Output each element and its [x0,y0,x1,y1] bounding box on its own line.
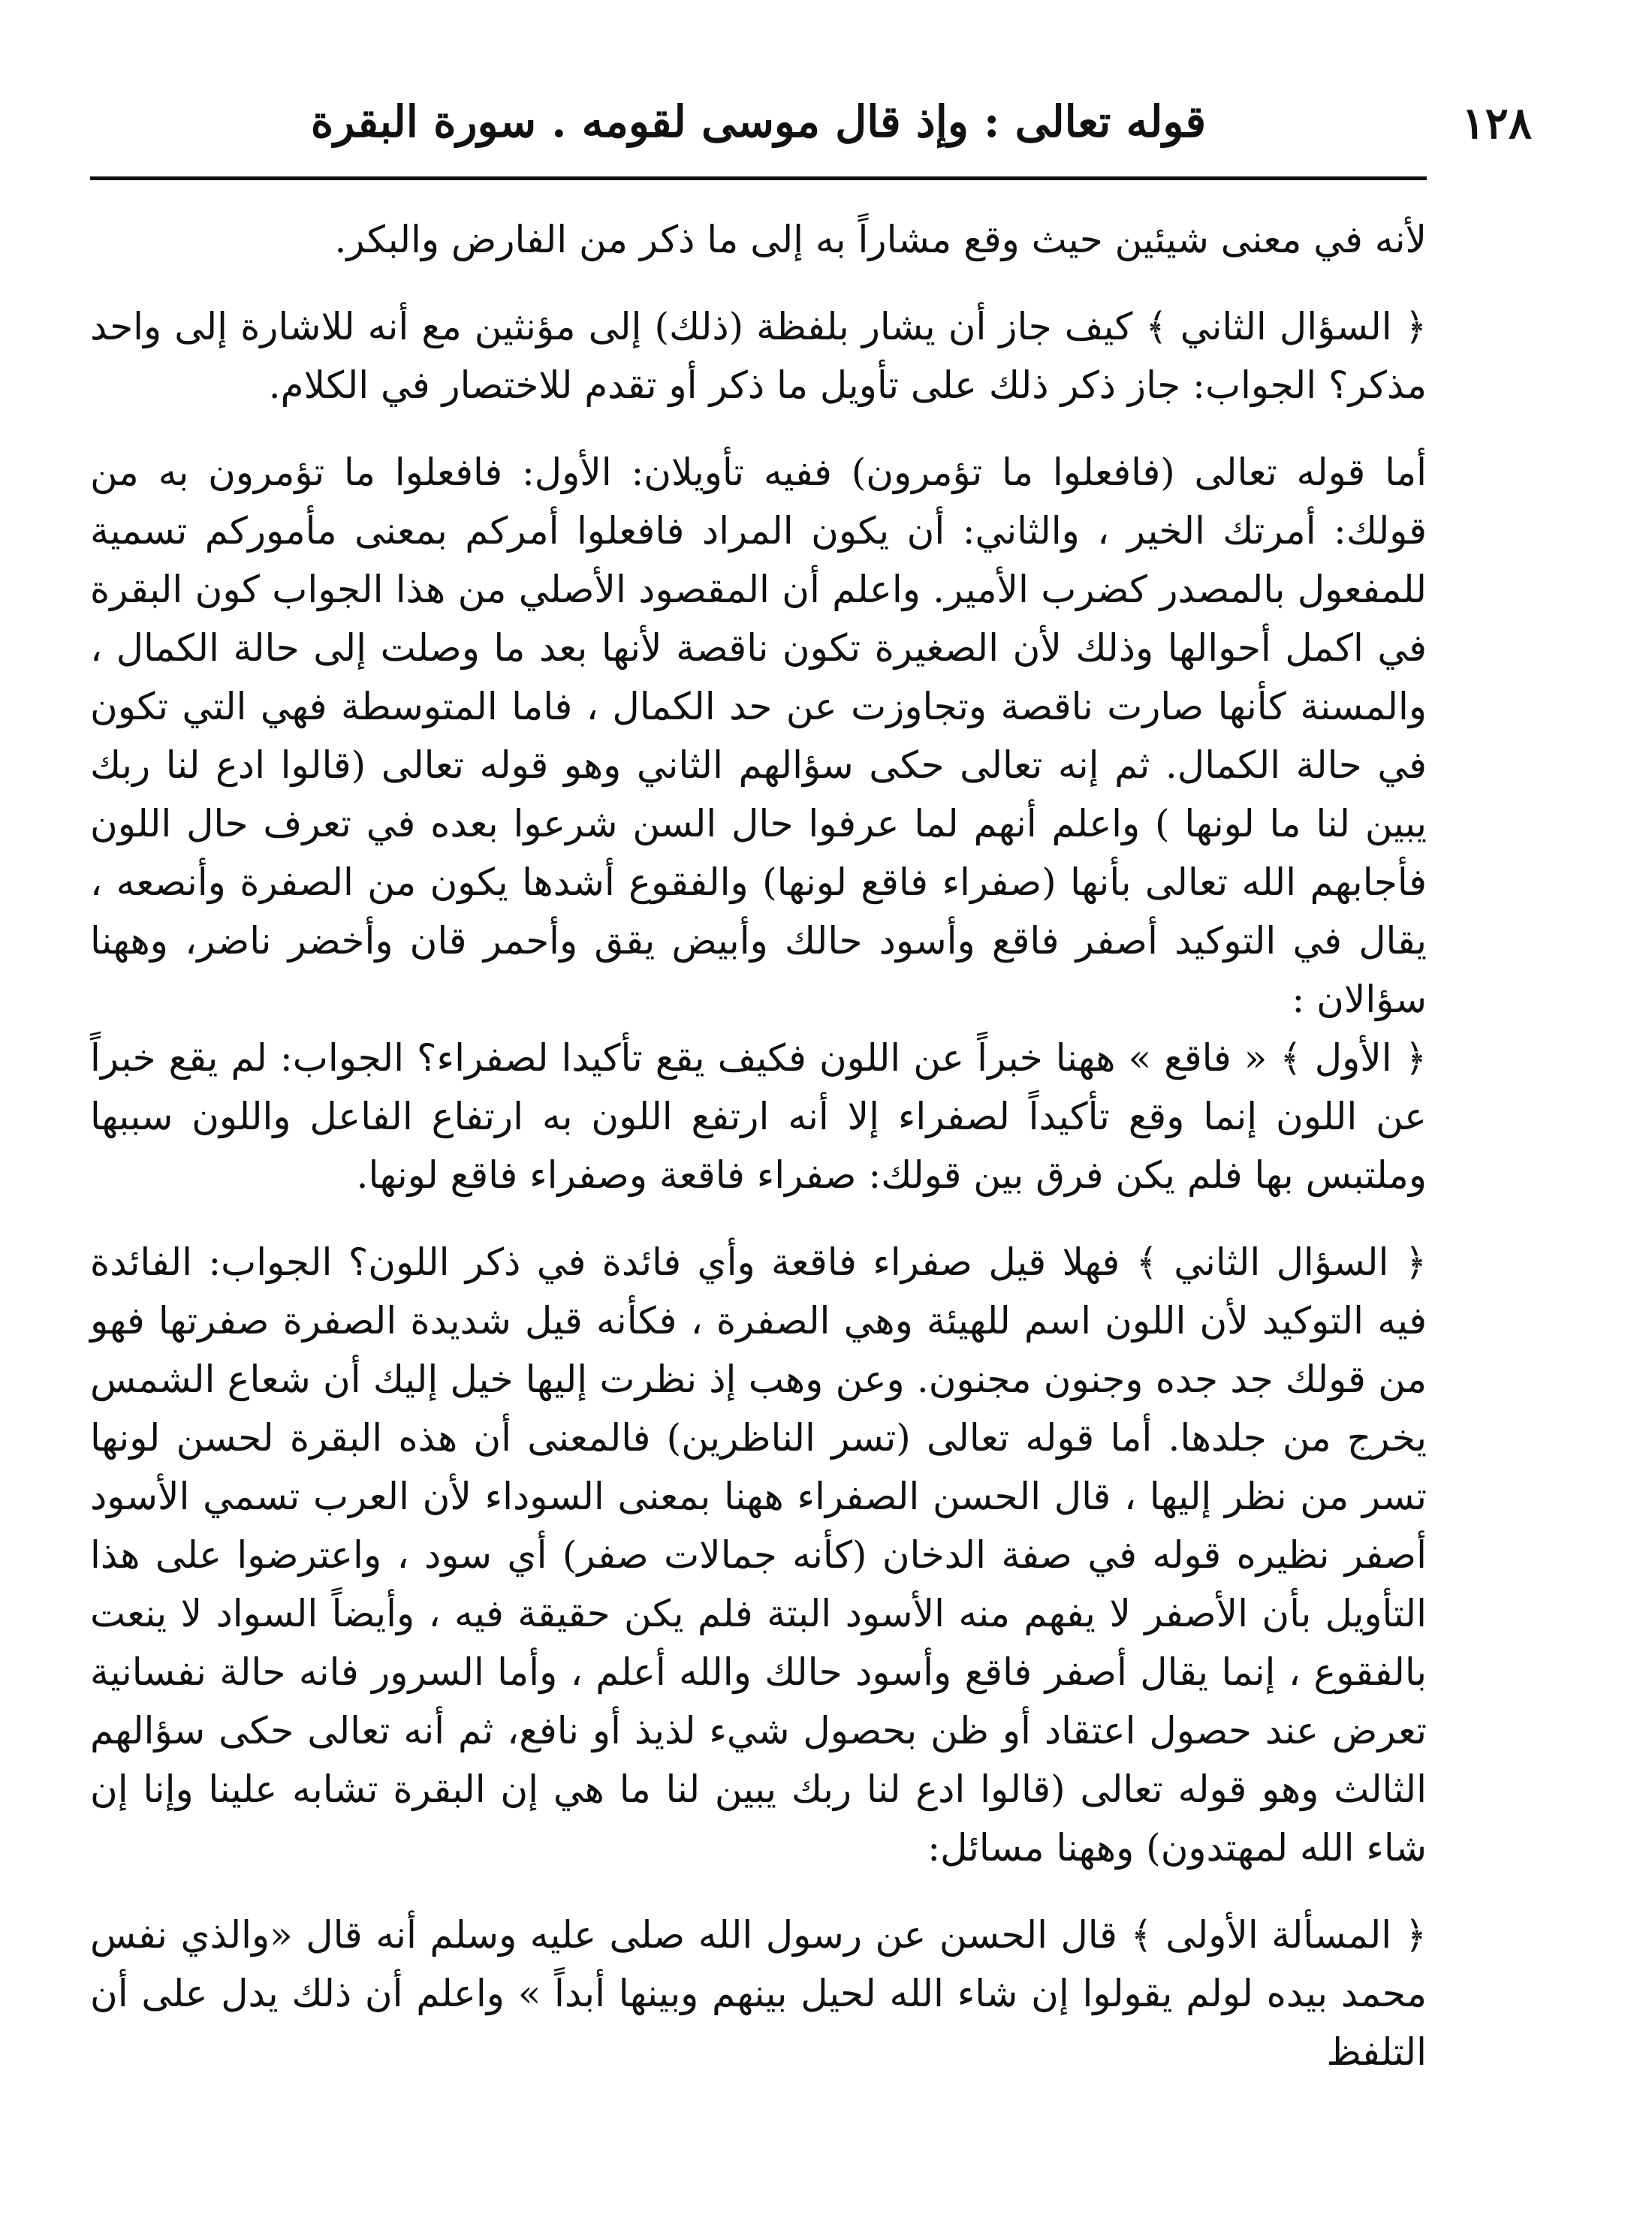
page-body [90,210,1427,2081]
paragraph: ﴿ المسألة الأولى ﴾ قال الحسن عن رسول الله صلى عليه وسلم أنه قال «والذي نفس محمد بيده لولم يقولوا إن شاء الله لحيل بينهم وبينها أبداً » واعلم أن ذلك يدل على أن التلفظ [90,1913,1427,2074]
page-number: ١٢٨ [1461,98,1532,149]
paragraph: لأنه في معنى شيئين حيث وقع مشاراً به إلى ما ذكر من الفارض والبكر. [334,218,1427,261]
paragraph: ﴿ الأول ﴾ « فاقع » ههنا خبراً عن اللون فكيف يقع تأكيدا لصفراء؟ الجواب: لم يقع خبراً عن اللون إنما وقع تأكيداً لصفراء إلا أنه ارتفع اللون به ارتفاع الفاعل واللون سببها وملتبس بها فلم يكن فرق بين قولك: صفراء فاقعة وصفراء فاقع لونها. [90,1036,1427,1197]
header-rule [90,176,1427,180]
page-header [90,90,1532,165]
paragraph: ﴿ السؤال الثاني ﴾ كيف جاز أن يشار بلفظة (ذلك) إلى مؤنثين مع أنه للاشارة إلى واحد مذكر؟ الجواب: جاز ذكر ذلك على تأويل ما ذكر أو تقدم للاختصار في الكلام. [90,305,1427,407]
running-head: قوله تعالى : وإذ قال موسى لقومه . سورة البقرة [310,96,1207,147]
paragraph: أما قوله تعالى (فافعلوا ما تؤمرون) ففيه تأويلان: الأول: فافعلوا ما تؤمرون به من قولك: أمرتك الخير ، والثاني: أن يكون المراد فافعلوا أمركم بمعنى مأموركم تسمية للمفعول بالمصدر كضرب الأمير. واعلم أن المقصود الأصلي من هذا الجواب كون البقرة في اكمل أحوالها وذلك لأن الصغيرة تكون ناقصة لأنها بعد ما وصلت إلى حالة الكمال ، والمسنة كأنها صارت ناقصة وتجاوزت عن حد الكمال ، فاما المتوسطة فهي التي تكون في حالة الكمال. ثم إنه تعالى حكى سؤالهم الثاني وهو قوله تعالى (قالوا ادع لنا ربك يبين لنا ما لونها ) واعلم أنهم لما عرفوا حال السن شرعوا بعده في تعرف حال اللون فأجابهم الله تعالى بأنها (صفراء فاقع لونها) والفقوع أشدها يكون من الصفرة وأنصعه ، يقال في التوكيد أصفر فاقع وأسود حالك وأبيض يقق وأحمر قان وأخضر ناضر، وههنا سؤالان : [90,451,1427,1021]
paragraph: ﴿ السؤال الثاني ﴾ فهلا قيل صفراء فاقعة وأي فائدة في ذكر اللون؟ الجواب: الفائدة فيه التوكيد لأن اللون اسم للهيئة وهي الصفرة ، فكأنه قيل شديدة الصفرة صفرتها فهو من قولك جد جده وجنون مجنون. وعن وهب إذ نظرت إليها خيل إليك أن شعاع الشمس يخرج من جلدها. أما قوله تعالى (تسر الناظرين) فالمعنى أن هذه البقرة لحسن لونها تسر من نظر إليها ، قال الحسن الصفراء ههنا بمعنى السوداء لأن العرب تسمي الأسود أصفر نظيره قوله في صفة الدخان (كأنه جمالات صفر) أي سود ، واعترضوا على هذا التأويل بأن الأصفر لا يفهم منه الأسود البتة فلم يكن حقيقة فيه ، وأيضاً السواد لا ينعت بالفقوع ، إنما يقال أصفر فاقع وأسود حالك والله أعلم ، وأما السرور فانه حالة نفسانية تعرض عند حصول اعتقاد أو ظن بحصول شيء لذيذ أو نافع، ثم أنه تعالى حكى سؤالهم الثالث وهو قوله تعالى (قالوا ادع لنا ربك يبين لنا ما هي إن البقرة تشابه علينا وإنا إن شاء الله لمهتدون) وههنا مسائل: [90,1240,1427,1870]
